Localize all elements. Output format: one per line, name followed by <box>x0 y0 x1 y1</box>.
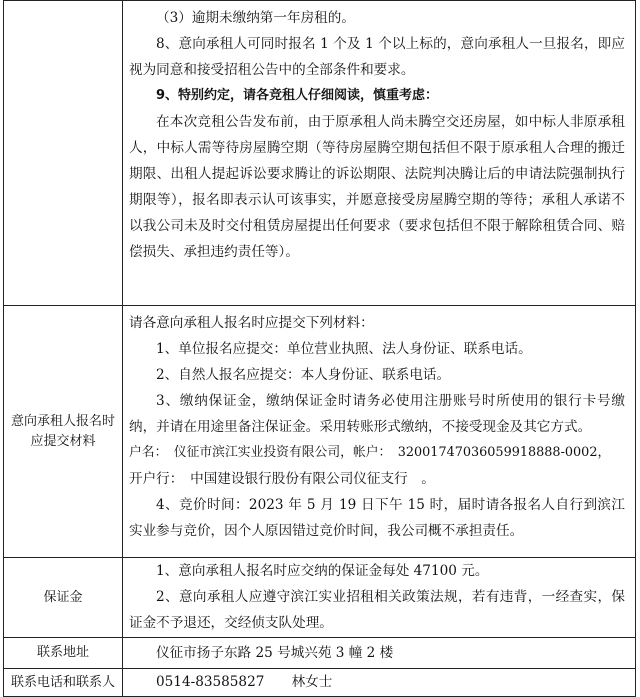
contact-label: 联系电话和联系人 <box>10 674 115 690</box>
contact-value: 0514-83585827 林女士 <box>156 674 333 690</box>
address-value: 仪征市扬子东路 25 号城兴苑 3 幢 2 楼 <box>156 645 394 661</box>
row-label <box>4 306 123 557</box>
table-row <box>3 668 636 697</box>
term-overdue-rent: （3）逾期未缴纳第一年房租的。 <box>156 10 355 26</box>
table-row <box>3 637 636 668</box>
term-9-special-body: 在本次竞租公告发布前，由于原承租人尚未腾空交还房屋，如中标人非原承租人，中标人需等待房屋腾空期（等待房屋腾空期包括但不限于原承租人合理的搬迁期限、出租人提起诉讼要求腾让的诉讼期限、法院判决腾让后的申请法院强制执行期限等），报名即表示认可该事实，并愿意接受房屋腾空期的等待；承租人承诺不以我公司未及时交付租赁房屋提出任何要求（要求包括但不限于解除租赁合同、赔偿损失、承担违约责任等）。 <box>129 114 625 260</box>
materials-label: 意向承租人报名时应提交材料 <box>10 413 115 449</box>
row-label <box>4 669 123 696</box>
materials-item-deposit: 3、缴纳保证金，缴纳保证金时请务必使用注册账号时所使用的银行卡号缴纳，并请在用途里备注保证金。采用转账形式缴纳，不接受现金及其它方式。 <box>129 393 625 435</box>
materials-item-individual: 2、自然人报名应提交：本人身份证、联系电话。 <box>156 367 451 383</box>
table-row <box>3 0 636 305</box>
terms-cell <box>123 1 635 305</box>
materials-intro: 请各意向承租人报名时应提交下列材料： <box>129 315 374 331</box>
row-label <box>4 558 123 637</box>
info-table <box>3 0 636 697</box>
contact-cell <box>123 669 635 696</box>
materials-item-company: 1、单位报名应提交：单位营业执照、法人身份证、联系电话。 <box>156 341 532 357</box>
address-cell <box>123 638 635 668</box>
deposit-rules: 2、意向承租人应遵守滨江实业招租相关政策法规，若有违背，一经查实，保证金不予退还，交经侦支队处理。 <box>129 589 625 631</box>
table-row <box>3 557 636 637</box>
address-label: 联系地址 <box>36 645 89 660</box>
row-label-empty <box>4 1 123 305</box>
account-name-line: 户名： 仪征市滨江实业投资有限公司，帐户： 32001747036059918888-0002， <box>129 445 611 460</box>
term-8-multiple-bids: 8、意向承租人可同时报名 1 个及 1 个以上标的，意向承租人一旦报名，即应视为同意和接受招租公告中的全部条件和要求。 <box>129 36 625 78</box>
materials-item-bid-time: 4、竞价时间：2023 年 5 月 19 日下午 15 时，届时请各报名人自行到滨江实业参与竞价，因个人原因错过竞价时间，我公司概不承担责任。 <box>129 497 625 539</box>
deposit-label: 保证金 <box>43 589 83 605</box>
deposit-amount: 1、意向承租人报名时应交纳的保证金每处 47100 元。 <box>156 563 489 579</box>
materials-cell <box>123 306 635 557</box>
term-9-special-heading: 9、特别约定，请各竞租人仔细阅读，慎重考虑： <box>156 88 439 103</box>
table-row <box>3 305 636 557</box>
bank-line: 开户行： 中国建设银行股份有限公司仪征支行 。 <box>129 471 435 487</box>
deposit-cell <box>123 558 635 637</box>
row-label <box>4 638 123 668</box>
